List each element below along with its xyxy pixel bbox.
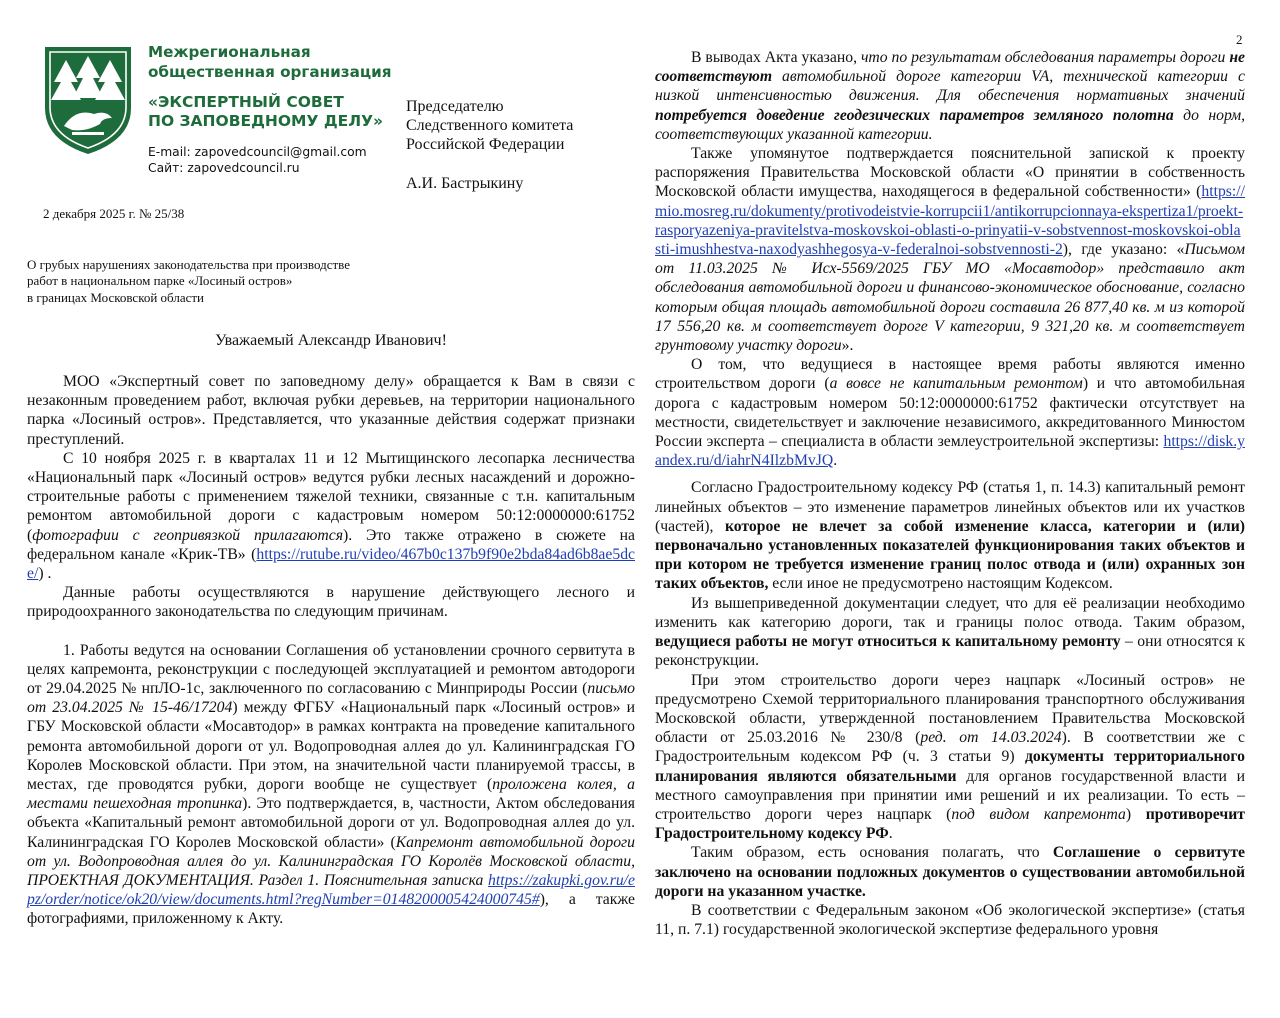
- text: ) .: [38, 565, 52, 583]
- org-name-line: общественная организация: [148, 63, 392, 81]
- addressee-line: Российской Федерации: [406, 136, 565, 154]
- text: ) между ФГБУ «Национальный парк «Лосиный остров» и ГБУ Московской области «Мосавтодор» в рамках контракта на проведение капитального ремонта автомобильной дороги от ул. Водопроводная аллея до ул. Калининградская ГО Королев Московской области. При этом, на значительной части планируемой трассы, в местах, где проводятся рубки, дороги вообще не существует (: [27, 699, 635, 794]
- italic-text: автомобильной дороге категории VA, технической категории с низкой интенсивностью движения. Для обеспечения нормативных значений: [655, 68, 1245, 105]
- text: ). Это подтверждается, в, частности, Актом обследования объекта «Капитальный ремонт автомобильной дороги от ул. Водопроводная аллея до ул. Калининградская ГО Королев Московской области» (: [27, 795, 635, 851]
- addressee-block: [406, 97, 573, 193]
- bold-text: документы территориального планирования являются обязательными: [655, 748, 1245, 785]
- paragraph: [27, 641, 635, 929]
- subject-line: в границах Московской области: [27, 289, 205, 305]
- text: для органов государственной власти и местного самоуправления при принятии ими решений и их реализации. То есть – строительство дороги через нацпарк (: [655, 767, 1245, 823]
- org-contacts: [148, 144, 367, 176]
- italic-text: письмо от 23.04.2025 № 15-46/17204: [27, 680, 635, 717]
- org-email: E-mail: zapovedcouncil@gmail.com: [148, 145, 367, 159]
- paragraph: [655, 671, 1245, 844]
- italic-text: а вовсе не капитальным ремонтом: [829, 375, 1083, 393]
- rutube-link[interactable]: https://rutube.ru/video/467b0c137b9f90e2bda84ad6b8ae5dce/: [27, 545, 635, 583]
- text: МОО «Экспертный совет по заповедному делу» обращается к Вам в связи с незаконным проведением работ, включая рубки деревьев, на территории национального парка «Лосиный остров». Представляется, что указанные действия содержат признаки преступлений.: [27, 373, 635, 448]
- paragraph: [27, 583, 635, 621]
- org-name: [148, 42, 398, 82]
- text: ) и что автомобильная дорога с кадастровым номером 50:12:0000000:61752 фактически отсутствует на местности, свидетельствует и заключение независимого, аккредитованного Минюстом России эксперта – специалиста в области землеустроительной экспертизы:: [655, 375, 1245, 451]
- italic-text: под видом капремонта: [951, 805, 1126, 823]
- text: ».: [841, 337, 854, 355]
- italic-text: до норм, соответствующих указанной категории.: [655, 106, 1245, 143]
- letter-date: 2 декабря 2025 г. № 25/38: [43, 206, 185, 221]
- addressee-line: Председателю: [406, 98, 504, 115]
- italic-text: Письмом от 11.03.2025 № Исх-5569/2025 ГБУ МО «Мосавтодор» представило акт обследования автомобильной дороги и финансово-экономическое обоснование, согласно которым общая площадь автомобильной дороги составила 26 877,40 кв. м из которой 17 556,20 кв. м соответствует дороге V категории, 9 321,20 кв. м соответствует грунтовому участку дороги: [655, 241, 1245, 355]
- text: Данные работы осуществляются в нарушение действующего лесного и природоохранного законодательства по следующим причинам.: [27, 584, 635, 621]
- text: Согласно Градостроительному кодексу РФ (статья 1, п. 14.3) капитальный ремонт линейных объектов – это изменение параметров линейных объектов или их участков (частей),: [655, 479, 1245, 535]
- text: ), а также фотографиями, приложенному к Акту.: [27, 891, 635, 928]
- letter-subject: [27, 257, 407, 306]
- paragraph: [655, 901, 1245, 939]
- paragraph: [655, 48, 1245, 144]
- text: Из вышеприведенной документации следует, что для её реализации необходимо изменить как категорию дороги, так и границы полос отвода. Таким образом,: [655, 594, 1245, 631]
- text: Также упомянутое подтверждается пояснительной запиской к проекту распоряжения Правительства Московской области «О принятии в собственность Московской области имущества, находящегося в федеральной собственности» (: [655, 145, 1245, 201]
- addressee-line: Следственного комитета: [406, 117, 574, 135]
- yandex-disk-link[interactable]: https://disk.yandex.ru/d/iahrN4IlzbMvJQ: [655, 433, 1245, 470]
- text: .: [888, 825, 893, 843]
- council-name-line: «ЭКСПЕРТНЫЙ СОВЕТ: [148, 93, 344, 111]
- bold-italic-text: не соответствуют: [655, 49, 1245, 86]
- bold-text: Соглашение о сервитуте заключено на основании подложных документов о существовании автомобильной дороги на указанном участке.: [655, 844, 1245, 900]
- text: О том, что ведущиеся в настоящее время работы являются именно строительством дороги (: [655, 356, 1245, 393]
- text: .: [833, 452, 838, 470]
- text: В соответствии с Федеральным законом «Об экологической экспертизе» (статья 11, п. 7.1) государственной экологической экспертизе федерального уровня: [655, 901, 1245, 939]
- salutation: Уважаемый Александр Иванович!: [215, 332, 447, 349]
- subject-line: работ в национальном парке «Лосиный остров»: [27, 273, 293, 289]
- bold-text: противоречит Градостроительному кодексу РФ: [655, 805, 1245, 843]
- bold-italic-text: потребуется доведение геодезических параметров земляного полотна: [655, 106, 1174, 124]
- paragraph: [27, 449, 635, 583]
- paragraph: [655, 594, 1245, 671]
- text: ): [1125, 805, 1146, 823]
- text: Таким образом, есть основания полагать, что: [691, 844, 1053, 862]
- text: ). В соответствии же с Градостроительным кодексом РФ (ч. 3 статьи 9): [655, 729, 1246, 766]
- italic-text: ред. от 14.03.2024: [920, 729, 1062, 747]
- text: С 10 ноября 2025 г. в кварталах 11 и 12 Мытищинского лесопарка лесничества «Национальный парк «Лосиный остров» ведутся рубки лесных насаждений и дорожно-строительные работы с применением тяжелой техники, связанные с т.н. капитальным ремонтом автомобильной дороги с кадастровым номером 50:12:0000000:61752 (: [27, 449, 635, 544]
- org-council-name: [148, 93, 408, 131]
- italic-text: что по результатам обследования параметры дороги: [860, 49, 1230, 66]
- paragraph: [655, 478, 1245, 593]
- italic-text: фотографии с геопривязкой прилагаются: [32, 526, 343, 544]
- subject-line: О грубых нарушениях законодательства при производстве: [27, 257, 350, 272]
- text: 1. Работы ведутся на основании Соглашения об установлении срочного сервитута в целях капремонта, реконструкции с последующей эксплуатацией и ремонтом автодороги от 29.04.2025 № нпЛО-1с, заключенного по согласованию с Минприроды России (: [27, 641, 635, 698]
- right-column: [655, 48, 1245, 939]
- text: – они относятся к реконструкции.: [655, 633, 1245, 670]
- text: При этом строительство дороги через нацпарк «Лосиный остров» не предусмотрено Схемой территориального планирования транспортного обслуживания Московской области, утвержденной постановлением Правительства Московской области от 25.03.2016 № 230/8 (: [655, 671, 1245, 747]
- zakupki-link[interactable]: https://zakupki.gov.ru/epz/order/notice/ok20/view/documents.html?regNumber=0148200005424000745#: [27, 872, 635, 909]
- council-name-line: ПО ЗАПОВЕДНОМУ ДЕЛУ»: [148, 112, 384, 130]
- text: ), где указано: «: [1062, 241, 1185, 259]
- page-number: 2: [1236, 32, 1243, 47]
- org-name-line: Межрегиональная: [148, 43, 311, 61]
- mosreg-link[interactable]: https://mio.mosreg.ru/dokumenty/protivodeistvie-korrupcii1/antikorrupcionnaya-ekspertiza1/proekt-rasporyazeniya-pravitelstva-moskovskoi-oblasti-o-prinyatii-v-sobstvennost-moskovskoi-oblasti-imushhestva-naxodyashhegosya-v-federalnoi-sobstvennosti-2: [655, 183, 1245, 259]
- addressee-name: А.И. Бастрыкину: [406, 174, 524, 192]
- italic-text: Капремонт автомобильной дороги от ул. Водопроводная аллея до ул. Калининградская ГО Королёв Московской области, ПРОЕКТНАЯ ДОКУМЕНТАЦИЯ. Раздел 1. Пояснительная записка: [27, 833, 636, 890]
- org-site: Сайт: zapovedcouncil.ru: [148, 161, 300, 175]
- paragraph: [655, 843, 1245, 901]
- text: В выводах Акта указано,: [691, 49, 861, 66]
- paragraph: [655, 355, 1245, 470]
- paragraph: [655, 144, 1245, 355]
- text: если иное не предусмотрено настоящим Кодексом.: [768, 575, 1113, 593]
- text: ). Это также отражено в сюжете на федеральном канале «Крик-ТВ» (: [27, 526, 635, 563]
- italic-text: проложена колея, а местами пешеходная тропинка: [27, 776, 635, 813]
- bold-text: которое не влечет за собой изменение класса, категории и (или) первоначально установленных показателей функционирования таких объектов и при котором не требуется изменение границ полос отвода и (или) охранных зон таких объектов,: [655, 517, 1245, 593]
- bold-text: ведущиеся работы не могут относиться к капитальному ремонту: [655, 633, 1121, 651]
- forest-badge-icon: [42, 44, 134, 156]
- left-column: [27, 372, 635, 929]
- paragraph: [27, 372, 635, 449]
